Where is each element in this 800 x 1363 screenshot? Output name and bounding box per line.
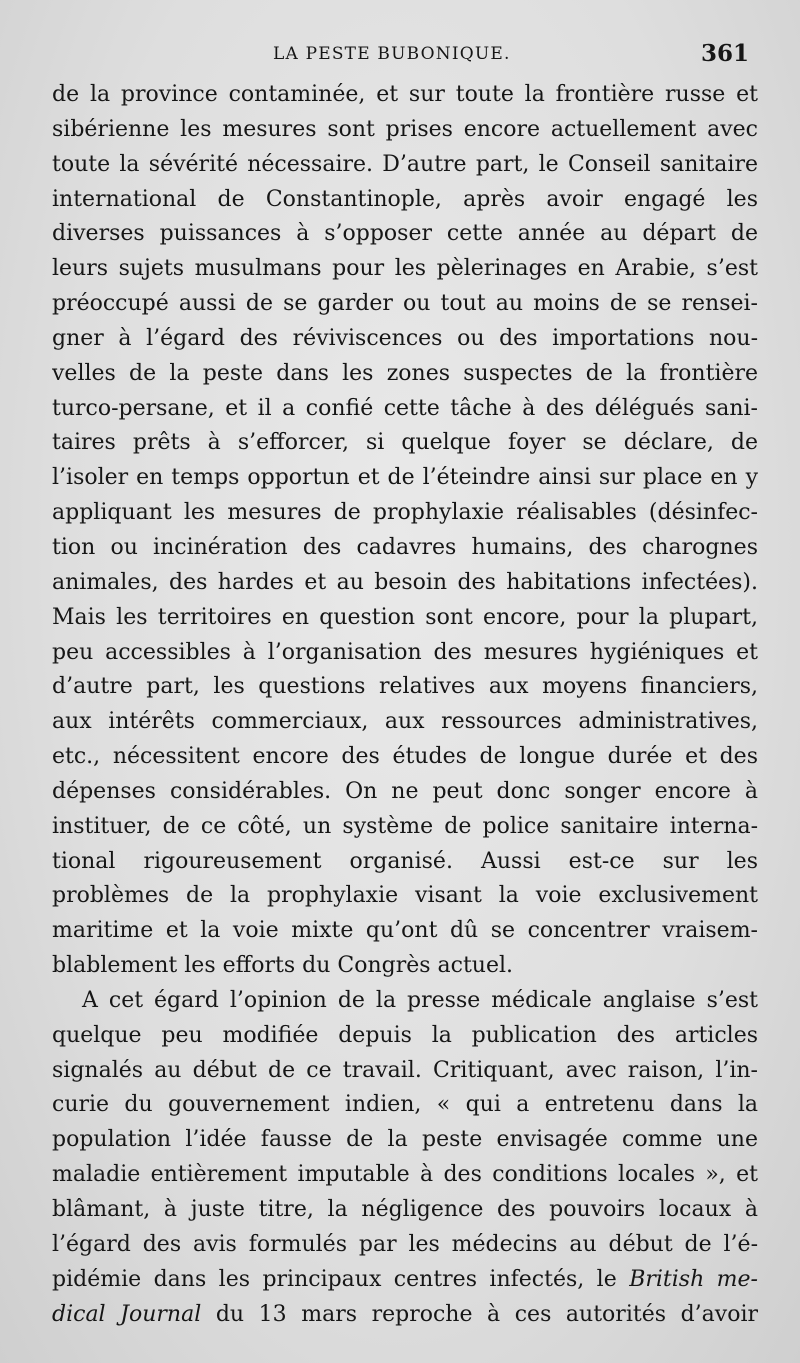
text-line: dépenses considérables. On ne peut donc songer encore à xyxy=(52,778,758,804)
text-line: préoccupé aussi de se garder ou tout au moins de se rensei- xyxy=(52,291,758,317)
text-line-with-italic xyxy=(52,1298,758,1333)
text-line: tion ou incinération des cadavres humains, des charognes xyxy=(52,534,758,560)
text-line: tional rigoureusement organisé. Aussi est-ce sur les xyxy=(52,848,758,874)
text-line-roman: pidémie dans les principaux centres infectés, le xyxy=(52,1266,617,1292)
text-line: quelque peu modifiée depuis la publication des articles xyxy=(52,1022,758,1048)
body-text xyxy=(52,78,758,1332)
text-line: A cet égard l’opinion de la presse médicale anglaise s’est xyxy=(82,987,758,1013)
text-line: gner à l’égard des réviviscences ou des importations nou- xyxy=(52,325,758,351)
page-number: 361 xyxy=(701,40,750,67)
text-line: l’égard des avis formulés par les médecins au début de l’é- xyxy=(52,1231,758,1257)
text-line: blablement les efforts du Congrès actuel. xyxy=(52,953,514,979)
text-line-with-italic xyxy=(52,1263,758,1298)
text-line: d’autre part, les questions relatives aux moyens financiers, xyxy=(52,674,758,700)
text-line: problèmes de la prophylaxie visant la voie exclusivement xyxy=(52,883,758,909)
text-line: aux intérêts commerciaux, aux ressources administratives, xyxy=(52,709,758,735)
journal-title-part-1: British me- xyxy=(629,1266,758,1292)
text-line: signalés au début de ce travail. Critiquant, avec raison, l’in- xyxy=(52,1057,758,1083)
text-line: appliquant les mesures de prophylaxie réalisables (désinfec- xyxy=(52,500,758,526)
running-head xyxy=(0,40,800,70)
text-line: population l’idée fausse de la peste envisagée comme une xyxy=(52,1127,758,1153)
text-line: maladie entièrement imputable à des conditions locales », et xyxy=(52,1162,758,1188)
text-line: l’isoler en temps opportun et de l’éteindre ainsi sur place en y xyxy=(52,465,758,491)
text-line: animales, des hardes et au besoin des habitations infectées). xyxy=(52,569,758,595)
text-line: maritime et la voie mixte qu’ont dû se concentrer vraisem- xyxy=(52,918,758,944)
text-line: international de Constantinople, après avoir engagé les xyxy=(52,186,758,212)
text-line: sibérienne les mesures sont prises encore actuellement avec xyxy=(52,116,758,142)
text-line: curie du gouvernement indien, « qui a entretenu dans la xyxy=(52,1092,758,1118)
text-line: blâmant, à juste titre, la négligence des pouvoirs locaux à xyxy=(52,1197,758,1222)
text-line: de la province contaminée, et sur toute la frontière russe et xyxy=(52,82,758,107)
text-line: turco-persane, et il a confié cette tâche à des délégués sani- xyxy=(52,395,758,421)
text-line: peu accessibles à l’organisation des mesures hygiéniques et xyxy=(52,639,758,665)
text-line: velles de la peste dans les zones suspectes de la frontière xyxy=(52,360,758,386)
running-head-title: LA PESTE BUBONIQUE. xyxy=(273,44,511,64)
text-line: etc., nécessitent encore des études de longue durée et des xyxy=(52,744,758,770)
text-line: toute la sévérité nécessaire. D’autre part, le Conseil sanitaire xyxy=(52,151,758,177)
text-line: leurs sujets musulmans pour les pèlerinages en Arabie, s’est xyxy=(52,256,758,282)
text-line: instituer, de ce côté, un système de police sanitaire interna- xyxy=(52,813,758,839)
text-line-roman: du 13 mars reproche à ces autorités d’avoir xyxy=(201,1301,758,1327)
journal-title-part-2: dical Journal xyxy=(52,1301,202,1327)
text-line: taires prêts à s’efforcer, si quelque foyer se déclare, de xyxy=(52,430,758,456)
text-line: diverses puissances à s’opposer cette année au départ de xyxy=(52,221,758,247)
text-line: Mais les territoires en question sont encore, pour la plupart, xyxy=(52,604,758,630)
